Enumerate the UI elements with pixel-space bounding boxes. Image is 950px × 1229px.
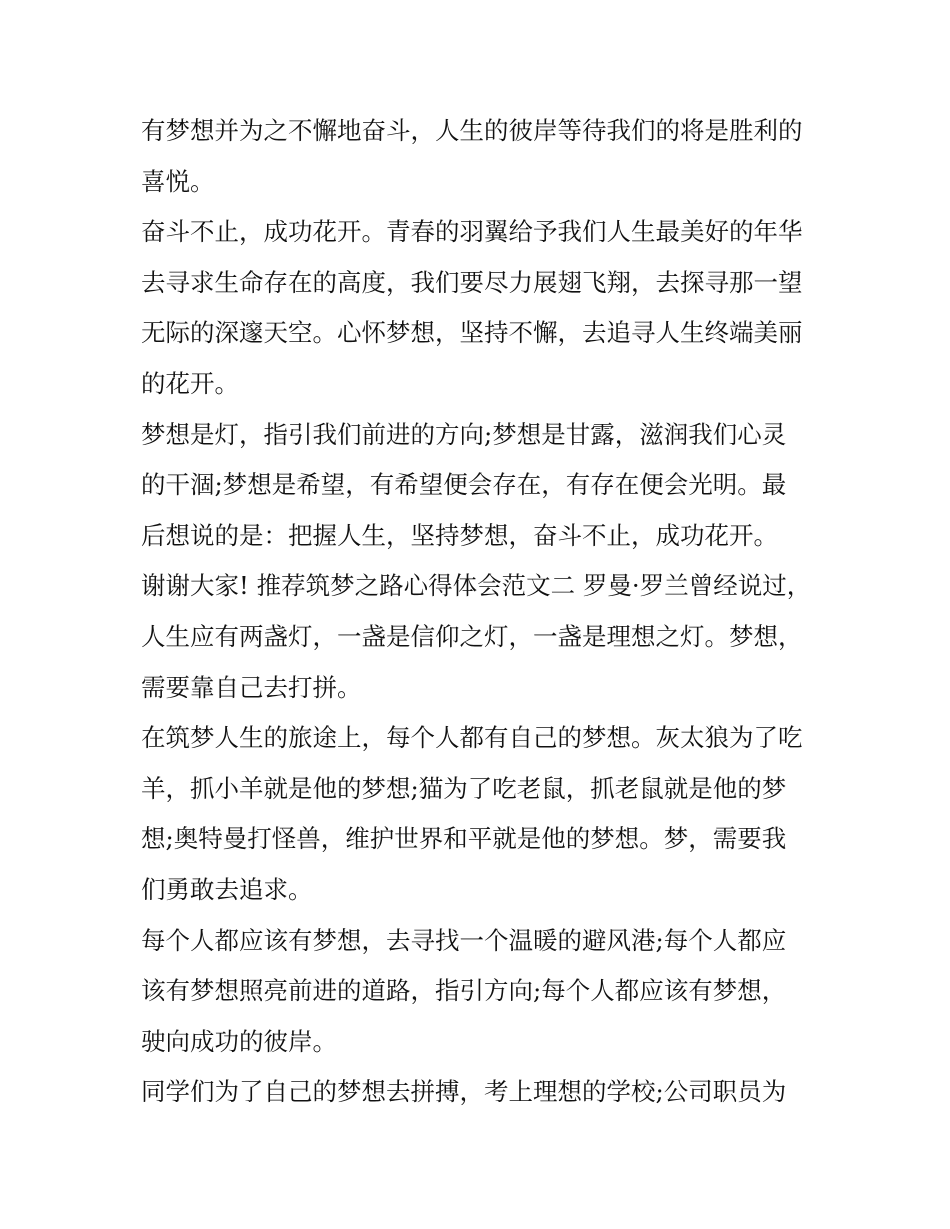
paragraph-7: 同学们为了自己的梦想去拼搏，考上理想的学校;公司职员为 <box>141 1077 787 1107</box>
paragraph-5: 在筑梦人生的旅途上，每个人都有自己的梦想。灰太狼为了吃 羊，抓小羊就是他的梦想;猫为了吃老鼠，抓老鼠就是他的梦 想;奥特曼打怪兽，维护世界和平就是他的梦想。梦，需要我 们勇敢去追求。 <box>141 723 803 904</box>
paragraph-2: 奋斗不止，成功花开。青春的羽翼给予我们人生最美好的年华 去寻求生命存在的高度，我们要尽力展翅飞翔，去探寻那一望 无际的深邃天空。心怀梦想，坚持不懈，去追寻人生终端美丽 的花开。 <box>141 217 803 398</box>
document-body <box>141 106 821 1118</box>
paragraph-6: 每个人都应该有梦想，去寻找一个温暖的避风港;每个人都应 该有梦想照亮前进的道路，指引方向;每个人都应该有梦想， 驶向成功的彼岸。 <box>141 925 787 1056</box>
paragraph-3: 梦想是灯，指引我们前进的方向;梦想是甘露，滋润我们心灵 的干涸;梦想是希望，有希望便会存在，有存在便会光明。最 后想说的是：把握人生，坚持梦想，奋斗不止，成功花开。 <box>141 419 787 550</box>
paragraph-4: 谢谢大家! 推荐筑梦之路心得体会范文二 罗曼·罗兰曾经说过， 人生应有两盏灯，一盏是信仰之灯，一盏是理想之灯。梦想， 需要靠自己去打拼。 <box>141 571 812 702</box>
paragraph-1: 有梦想并为之不懈地奋斗，人生的彼岸等待我们的将是胜利的 喜悦。 <box>141 116 803 196</box>
